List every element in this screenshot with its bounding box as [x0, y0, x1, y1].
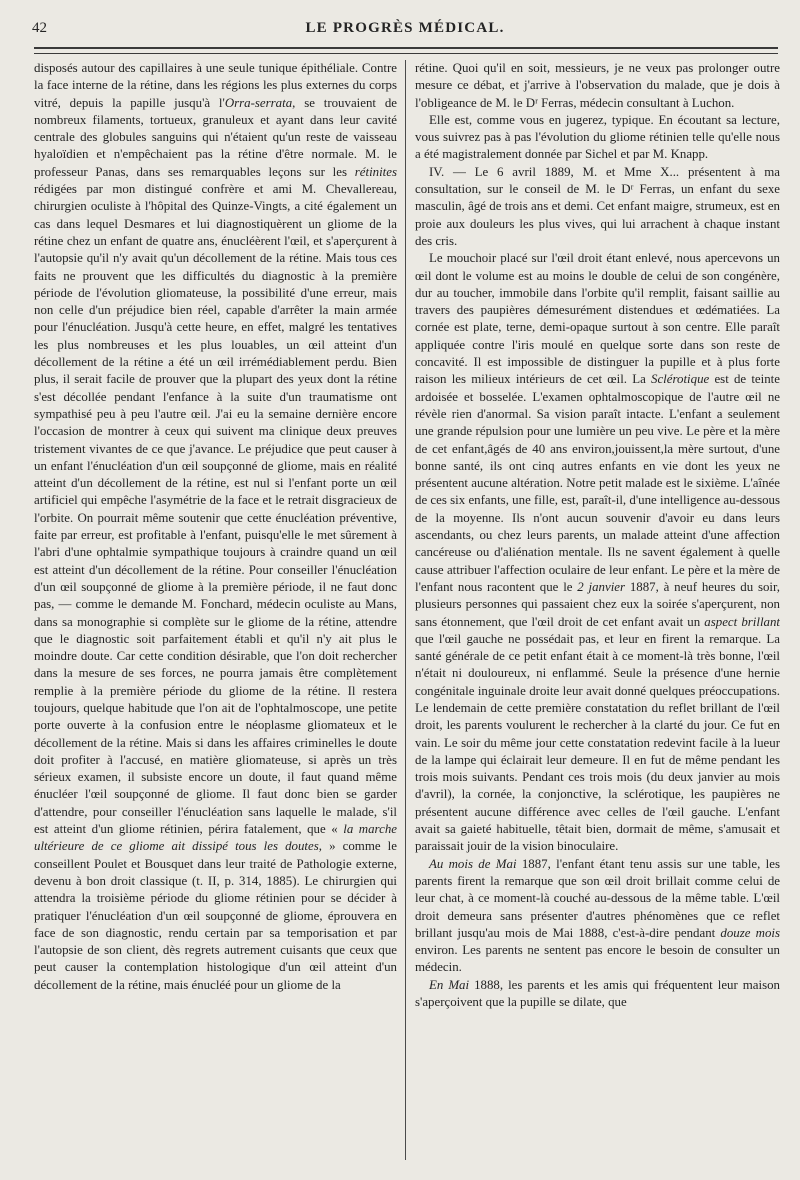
right-paragraph: IV. — Le 6 avril 1889, M. et Mme X... présentent à ma consultation, sur le conseil de M. le Dʳ Ferras, un enfant du sexe masculin, âgé de trois ans et demi. Cet enfant maigre, strumeux, est en proie aux douleurs les plus vives, qui lui arrachent à chaque instant des cris.	[415, 164, 780, 248]
text-run: que l'œil gauche ne possédait pas, et leur en firent la remarque. La santé générale de ce petit enfant était à ce moment-là très bonne, l'œil n'était ni douloureux, ni enflammé. Seule la présence d'une hernie congénitale inguinale droite leur avait donné quelques préoccupations. Le lendemain de cette première constatation du reflet brillant de l'œil droit, les parents voulurent le rechercher à la clarté du jour. Ce fut en vain. Le soir du même jour cette constatation redevint facile à la lueur de la lampe qui éclairait leur demeure. Il en fut de même pendant les trois mois suivants. Pendant ces trois mois (du deux janvier au mois d'avril), la cornée, la conjonctive, la sclérotique, les paupières ne présentent aucune différence avec celles de l'œil gauche. L'enfant avait sa gaieté habituelle, têtait bien, dormait de même, s'amusait et paraissait jouir de la vision binoculaire.	[415, 631, 780, 854]
left-paragraph	[34, 60, 397, 994]
text-run: , » comme le conseillent Poulet et Bousquet dans leur traité de Pathologie externe, devenu à bon droit classique (t. II, p. 314, 1885). Le chirurgien qui attendra la troisième période du gliome rétinien pour se décider à pratiquer l'énucléation d'un œil soupçonné de gliome, éprouvera en face de son diagnostic, rendu certain par sa temporisation et par l'autopsie de son client, dès regrets autrement cuisants que ceux que peut causer la contemplation histologique d'un œil atteint d'un décollement de la rétine, mais énucléé pour un gliome de la	[34, 839, 397, 992]
right-paragraph: Elle est, comme vous en jugerez, typique. En écoutant sa lecture, vous suivrez pas à pas l'évolution du gliome rétinien telle qu'elle nous a été magistralement donnée par Sichel et par M. Knapp.	[415, 112, 780, 162]
text-run: 1888, les parents et les amis qui fréquentent leur maison s'aperçoivent que la pupille se dilate, que	[415, 977, 780, 1010]
italic-date: Au mois de Mai	[429, 856, 517, 871]
text-run: 1887, l'enfant étant tenu assis sur une table, les parents firent la remarque que son œil droit brillait comme celui de leur chat, à ce moment-là couché au-dessous de la même table. L'œil droit demeura sans présenter d'autres phénomènes que ce reflet brillant jusqu'au mois de Mai 1888, c'est-à-dire pendant	[415, 856, 780, 940]
right-column	[415, 60, 780, 1162]
italic-term: rétinites	[354, 164, 397, 179]
italic-term: douze mois	[720, 925, 780, 940]
text-run: environ. Les parents ne sentent pas encore le besoin de consulter un médecin.	[415, 943, 780, 975]
italic-quote: la marche ultérieure de ce gliome ait dissipé tous les doutes	[34, 822, 397, 854]
text-run: est de teinte ardoisée et bosselée. L'examen ophtalmoscopique de l'autre œil ne révèle rien d'anormal. Sa vision paraît intacte. L'enfant a seulement une grande répulsion pour une lumière un peu vive. Le père et la mère de cet enfant,âgés de 40 ans environ,jouissent,la mère surtout, d'une bonne santé, ils ont cinq autres enfants en vie dont les yeux ne présentent aucune altération. Notre petit malade est le sixième. L'aînée de ces six enfants, une fille, est, paraît-il, d'une intelligence au-dessous de la moyenne. Ils n'ont aucun souvenir d'avoir eu dans leurs ascendants, ou chez leurs parents, un malade atteint d'une affection cancéreuse ou d'aliénation mentale. Ils ne savent également à quelle cause attribuer l'affection oculaire de leur enfant. Le père et la mère de l'enfant nous racontent que le	[415, 372, 780, 594]
column-divider	[405, 60, 406, 1160]
text-run: 1887, à neuf heures du soir, plusieurs personnes qui passaient chez eux la soirée s'aperçurent, non sans étonnement, que l'œil droit de cet enfant avait un	[415, 579, 780, 629]
text-run: disposés autour des capillaires à une seule tunique épithéliale. Contre la face interne de la rétine, dans les régions les plus externes du corps vitré, depuis la papille jusqu'à l'	[34, 61, 397, 110]
right-paragraph	[415, 856, 780, 977]
page-header	[32, 20, 778, 46]
text-run: rédigées par mon distingué confrère et ami M. Chevallereau, chirurgien oculiste à l'hôpital des Quinze-Vingts, a cité également un cas dans lequel Desmares et lui diagnostiquèrent un gliome de la rétine chez un enfant de quatre ans, énucléèrent l'œil, et s'aperçurent à l'autopsie qu'il n'y avait qu'un décollement de la rétine. Mais tous ces faits ne prouvent que les difficultés du diagnostic à la première période de l'évolution gliomateuse, la possibilité d'une erreur, mais non celle d'un préjudice bien réel, capable d'arrêter la main armée pour l'énucléation. Jusqu'à cette heure, en effet, malgré les tentatives les plus nombreuses et les plus louables, un œil atteint d'un décollement de la rétine a été un œil irrémédiablement perdu. Bien plus, il serait facile de prouver que la plupart des yeux dont la rétine s'est décollée pendant l'enfance à la suite d'un traumatisme ont sympathisé peu à peu l'autre œil. J'ai eu la semaine dernière encore l'occasion de montrer à ceux qui suivent ma clinique deux preuves tristement vivantes de ce que j'avance. Le préjudice que peut causer à un enfant l'énucléation d'un œil soupçonné de gliome, mais en réalité atteint d'un décollement de la rétine, est nul si l'enfant porte un œil artificiel qui empêche l'asymétrie de la face et le retrait disgracieux de l'orbite. On pourrait même soutenir que cette énucléation préventive, faite par erreur, est profitable à l'enfant, puisqu'elle le met sûrement à l'abri d'une ophtalmie sympathique toujours à craindre quand un œil est atteint d'un décollement de la rétine. Pour conseiller l'énucléation d'un œil soupçonné de gliome à la première période, il ne faut donc pas, — comme le demande M. Fonchard, médecin oculiste au Mans, dans sa monographie si complète sur le gliome de la rétine, attendre que le diagnostic soit parfaitement établi et qu'il n'y ait plus le moindre doute. Car cette condition désirable, que l'on doit rechercher dans la mesure de ses forces, ne pourra jamais être complètement remplie à la première période du gliome de la rétine. Il restera toujours, quelque habitude que l'on ait de l'ophtalmoscope, une petite porte ouverte à la confusion entre le néoplasme gliomateux et le décollement de la rétine. Mais si dans les affaires criminelles le doute doit profiter à l'accusé, en matière gliomateuse, si après un très sérieux examen, il subsiste encore un doute, il faut quand même énucléer l'œil soupçonné de gliome. Il faut donc bien se garder d'attendre, pour conseiller l'énucléation sans laquelle le malade, s'il est atteint d'un gliome rétinien, périra fatalement, que «	[34, 182, 397, 837]
left-column	[34, 60, 397, 1162]
italic-term: Orra-serrata	[224, 95, 293, 110]
right-paragraph	[415, 977, 780, 1012]
right-paragraph	[415, 250, 780, 855]
page-number: 42	[32, 20, 47, 36]
text-run: , se trouvaient de nombreux filaments, tortueux, granuleux et ayant dans leur cavité centrale des globules sanguins qui n'étaient qu'un reste de vaisseau hyaloïdien et n'empêchaient pas la rétine d'être normale. M. le professeur Panas, dans ses remarquables leçons sur les	[34, 95, 397, 179]
italic-date: 2 janvier	[577, 579, 626, 594]
text-run: Le mouchoir placé sur l'œil droit étant enlevé, nous apercevons un œil dont le volume est au moins le double de celui de son congénère, dur au toucher, immobile dans l'orbite qu'il remplit, faisant saillie au travers des paupières démesurément distendues et œdématiées. La cornée est plate, terne, demi-opaque surtout à son centre. Elle paraît appliquée contre l'iris moulé en quelque sorte dans son reste de concavité. Il est impossible de distinguer la pupille et à plus forte raison les milieux intérieurs de cet œil. La	[415, 251, 780, 387]
italic-date: En Mai	[429, 977, 470, 992]
header-rule	[34, 47, 778, 54]
italic-term: Sclérotique	[651, 372, 710, 387]
running-title: LE PROGRÈS MÉDICAL.	[305, 20, 505, 36]
italic-term: aspect brillant	[704, 614, 780, 629]
right-paragraph: rétine. Quoi qu'il en soit, messieurs, je ne veux pas prolonger outre mesure ce débat, et j'arrive à l'observation du malade, que je dois à l'obligeance de M. le Dʳ Ferras, médecin consultant à Luchon.	[415, 61, 780, 110]
